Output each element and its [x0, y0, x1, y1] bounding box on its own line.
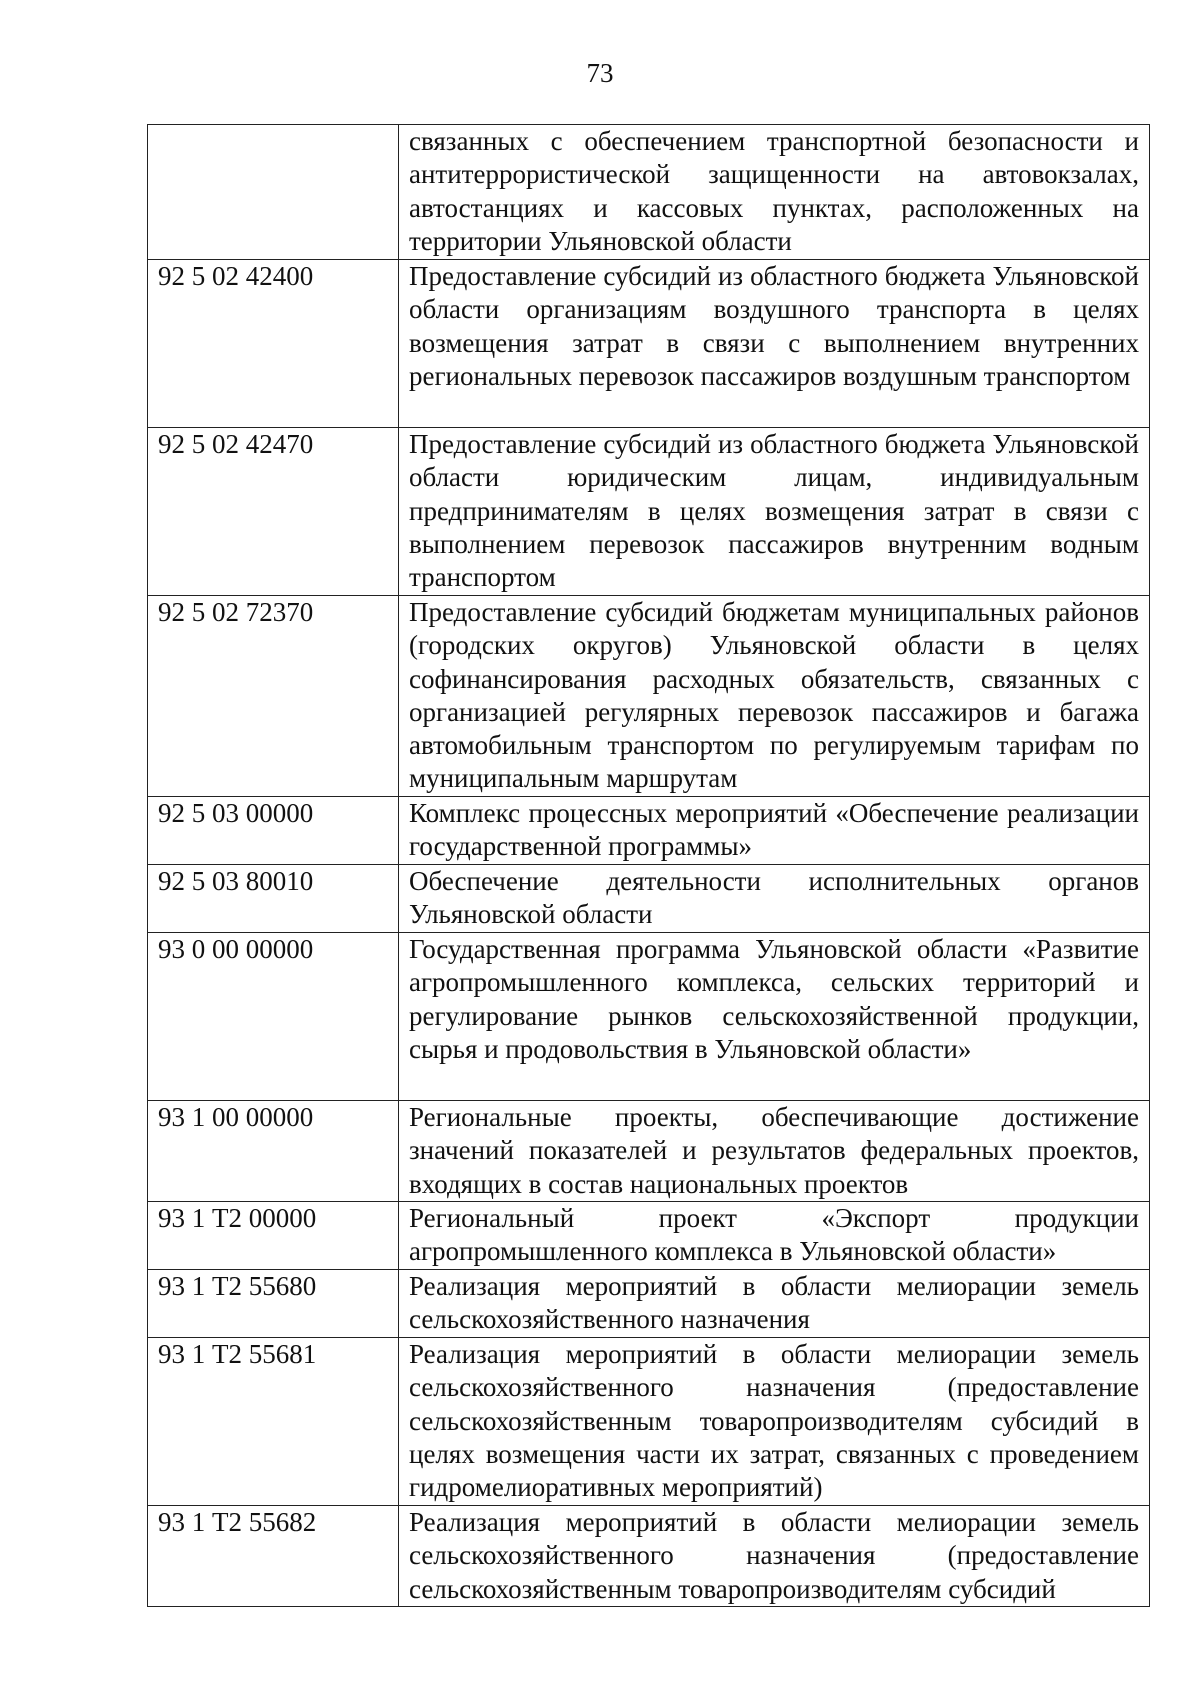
description-cell: Реализация мероприятий в области мелиорации земель сельскохозяйственного назначения [399, 1270, 1150, 1338]
page-number: 73 [586, 58, 614, 88]
description-cell: Реализация мероприятий в области мелиорации земель сельскохозяйственного назначения (предоставление сельскохозяйственным товаропроизводителям субсидий в целях возмещения части их затрат, связанных с проведением гидромелиоративных мероприятий) [399, 1338, 1150, 1506]
description-cell: Предоставление субсидий из областного бюджета Ульяновской области организациям воздушного транспорта в целях возмещения затрат в связи с выполнением внутренних региональных перевозок пассажиров воздушным транспортом [399, 260, 1150, 428]
table-row [148, 865, 1150, 933]
table-row [148, 1338, 1150, 1506]
description-cell: Предоставление субсидий из областного бюджета Ульяновской области юридическим лицам, индивидуальным предпринимателям в целях возмещения затрат в связи с выполнением перевозок пассажиров внутренним водным транспортом [399, 428, 1150, 596]
table-row [148, 125, 1150, 260]
description-cell: Государственная программа Ульяновской области «Развитие агропромышленного комплекса, сельских территорий и регулирование рынков сельскохозяйственной продукции, сырья и продовольствия в Ульяновской области» [399, 933, 1150, 1101]
code-cell: 93 0 00 00000 [148, 933, 399, 1101]
table-row [148, 1506, 1150, 1607]
description-cell: Реализация мероприятий в области мелиорации земель сельскохозяйственного назначения (предоставление сельскохозяйственным товаропроизводителям субсидий [399, 1506, 1150, 1607]
code-cell: 93 1 Т2 00000 [148, 1202, 399, 1270]
table-row [148, 260, 1150, 428]
code-cell: 92 5 03 00000 [148, 797, 399, 865]
table-row [148, 596, 1150, 797]
code-cell [148, 125, 399, 260]
code-cell: 93 1 00 00000 [148, 1101, 399, 1202]
description-cell: Предоставление субсидий бюджетам муниципальных районов (городских округов) Ульяновской области в целях софинансирования расходных обязательств, связанных с организацией регулярных перевозок пассажиров и багажа автомобильным транспортом по регулируемым тарифам по муниципальным маршрутам [399, 596, 1150, 797]
description-cell: Комплекс процессных мероприятий «Обеспечение реализации государственной программы» [399, 797, 1150, 865]
table-row [148, 1270, 1150, 1338]
code-cell: 93 1 Т2 55682 [148, 1506, 399, 1607]
description-cell: Обеспечение деятельности исполнительных органов Ульяновской области [399, 865, 1150, 933]
code-cell: 93 1 Т2 55680 [148, 1270, 399, 1338]
description-cell: Региональный проект «Экспорт продукции агропромышленного комплекса в Ульяновской области» [399, 1202, 1150, 1270]
table-row [148, 1202, 1150, 1270]
code-cell: 92 5 02 42400 [148, 260, 399, 428]
code-cell: 92 5 02 72370 [148, 596, 399, 797]
code-cell: 93 1 Т2 55681 [148, 1338, 399, 1506]
code-cell: 92 5 02 42470 [148, 428, 399, 596]
table-row [148, 428, 1150, 596]
code-cell: 92 5 03 80010 [148, 865, 399, 933]
budget-codes-table [147, 124, 1150, 1607]
table-row [148, 933, 1150, 1101]
table-row [148, 797, 1150, 865]
description-cell: связанных с обеспечением транспортной безопасности и антитеррористической защищенности на автовокзалах, автостанциях и кассовых пунктах, расположенных на территории Ульяновской области [399, 125, 1150, 260]
table-row [148, 1101, 1150, 1202]
description-cell: Региональные проекты, обеспечивающие достижение значений показателей и результатов федеральных проектов, входящих в состав национальных проектов [399, 1101, 1150, 1202]
